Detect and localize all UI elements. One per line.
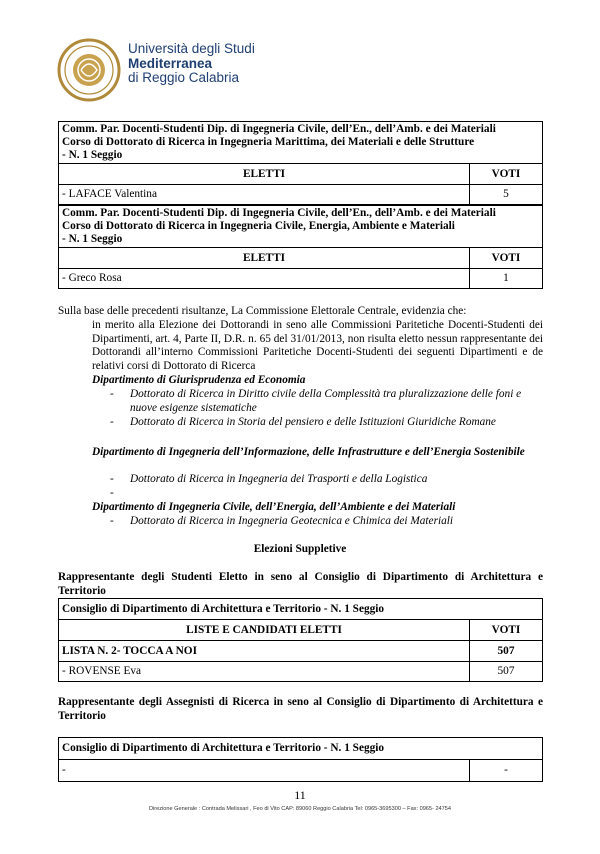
- table-title-row: [59, 206, 543, 248]
- table-title: Consiglio di Dipartimento di Architettura e Territorio - N. 1 Seggio: [59, 738, 543, 760]
- list-bullet: -: [110, 473, 114, 485]
- table-title-line: Comm. Par. Docenti-Studenti Dip. di Ingegneria Civile, dell’En., dell’Amb. e dei Materiali: [62, 207, 496, 219]
- table-title-line: Corso di Dottorato di Ricerca in Ingegneria Marittima, dei Materiali e delle Strutture: [62, 136, 475, 148]
- table-row: [59, 662, 543, 682]
- list-bullet: -: [110, 416, 114, 428]
- candidate-votes: 5: [470, 185, 543, 205]
- representative-heading: Rappresentante degli Assegnisti di Ricerca in seno al Consiglio di Dipartimento di Architettura e Territorio: [58, 696, 543, 722]
- candidate-name: - ROVENSE Eva: [59, 662, 470, 682]
- page-number: 11: [294, 788, 306, 802]
- candidate-votes: 1: [470, 269, 543, 289]
- table-header-row: [59, 248, 543, 269]
- table-title-line: Comm. Par. Docenti-Studenti Dip. di Ingegneria Civile, dell’En., dell’Amb. e dei Materiali: [62, 123, 496, 135]
- table-title: Consiglio di Dipartimento di Architettura e Territorio - N. 1 Seggio: [59, 599, 543, 620]
- table-title-row: [59, 122, 543, 164]
- column-header-eletti: ELETTI: [59, 248, 470, 269]
- candidate-name: -: [59, 760, 470, 782]
- table-row: [59, 760, 543, 782]
- list-name: LISTA N. 2- TOCCA A NOI: [59, 641, 470, 662]
- table-header-row: [59, 164, 543, 185]
- column-header-candidates: LISTE E CANDIDATI ELETTI: [59, 620, 470, 641]
- table-title-row: [59, 599, 543, 620]
- table-title-row: [59, 738, 543, 760]
- list-item-text: Dottorato di Ricerca in Storia del pensiero e delle Istituzioni Giuridiche Romane: [130, 416, 496, 428]
- results-table-ingegneria-marittima: [58, 121, 543, 205]
- results-table-ingegneria-civile: [58, 205, 543, 289]
- list-row: [59, 641, 543, 662]
- department-heading: Dipartimento di Ingegneria Civile, dell’Energia, dell’Ambiente e dei Materiali: [92, 501, 456, 513]
- table-row: [59, 185, 543, 205]
- university-seal-icon: [57, 38, 121, 102]
- table-title-line: - N. 1 Seggio: [62, 149, 123, 161]
- university-name-line3: di Reggio Calabria: [128, 70, 240, 85]
- candidate-votes: -: [470, 760, 543, 782]
- column-header-voti: VOTI: [470, 620, 543, 641]
- candidate-name: - Greco Rosa: [59, 269, 470, 289]
- list-item: [110, 388, 544, 416]
- results-table-architettura-assegnisti: [58, 737, 543, 782]
- column-header-voti: VOTI: [470, 248, 543, 269]
- university-name-line1: Università degli Studi: [128, 41, 255, 56]
- list-bullet: -: [110, 388, 114, 400]
- list-bullet: -: [110, 487, 114, 499]
- department-heading: Dipartimento di Giurisprudenza ed Economia: [92, 374, 306, 386]
- table-row: [59, 269, 543, 289]
- section-title: Elezioni Suppletive: [253, 543, 347, 555]
- university-name-line2: Mediterranea: [128, 55, 213, 71]
- footer-address: Direzione Generale : Contrada Melissari , Feo di Vito CAP: 89060 Reggio Calabria Tel: 0965-3695300 – Fax: 0965- 24754: [148, 806, 452, 812]
- list-item-text: Dottorato di Ricerca in Ingegneria Geotecnica e Chimica dei Materiali: [130, 515, 454, 527]
- candidate-votes: 507: [470, 662, 543, 682]
- candidate-name: - LAFACE Valentina: [59, 185, 470, 205]
- representative-heading: Rappresentante degli Studenti Eletto in seno al Consiglio di Dipartimento di Architettura e Territorio: [58, 571, 543, 597]
- list-item-text: Dottorato di Ricerca in Ingegneria dei Trasporti e della Logistica: [130, 473, 428, 485]
- column-header-eletti: ELETTI: [59, 164, 470, 185]
- table-title-line: Corso di Dottorato di Ricerca in Ingegneria Civile, Energia, Ambiente e Materiali: [62, 220, 455, 232]
- department-heading: Dipartimento di Ingegneria dell’Informazione, delle Infrastrutture e dell’Energia Sostenibile: [92, 446, 525, 458]
- list-bullet: -: [110, 515, 114, 527]
- table-header-row: [59, 620, 543, 641]
- list-votes: 507: [470, 641, 543, 662]
- results-table-architettura-studenti: [58, 598, 543, 682]
- list-item-text: Dottorato di Ricerca in Diritto civile della Complessità tra pluralizzazione delle foni e nuove esigenze sistematiche: [130, 388, 522, 414]
- intro-text: Sulla base delle precedenti risultanze, La Commissione Elettorale Centrale, evidenzia che:: [58, 305, 467, 317]
- doctoral-paragraph: in merito alla Elezione dei Dottorandi in seno alle Commissioni Paritetiche Docenti-Studenti dei Dipartimenti, art. 4, Parte II, D.R. n. 65 del 31/01/2013, non risulta eletto nessun rappresentante dei Dottorandi all’interno Commissioni Paritetiche Docenti-Studenti dei seguenti Dipartimenti e de relativi corsi di Dottorato di Ricerca: [92, 319, 543, 372]
- table-title-line: - N. 1 Seggio: [62, 233, 123, 245]
- column-header-voti: VOTI: [470, 164, 543, 185]
- university-name: [128, 42, 255, 86]
